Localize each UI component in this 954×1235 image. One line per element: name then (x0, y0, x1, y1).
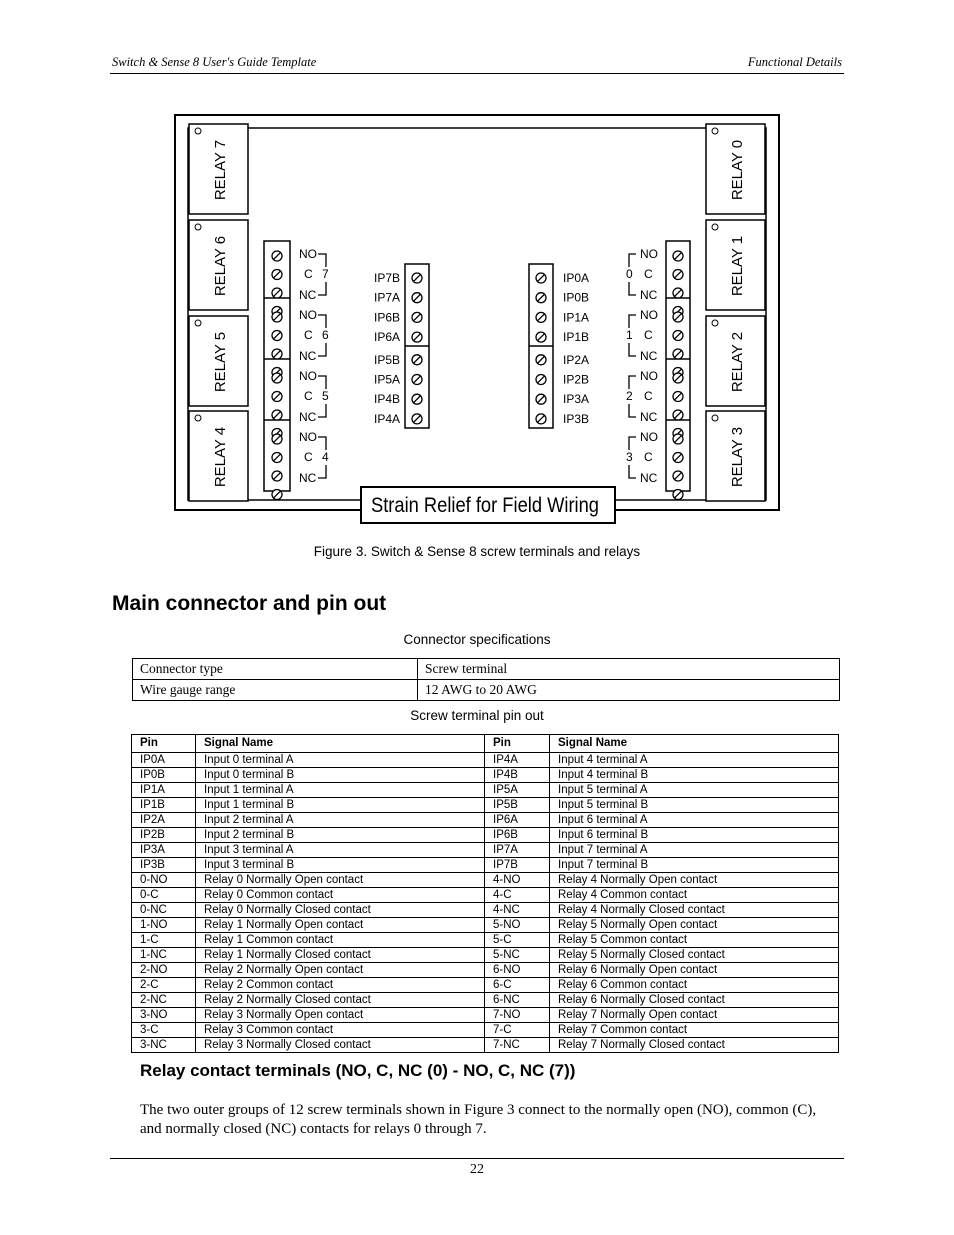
spec-key: Connector type (133, 659, 418, 680)
relay-label: RELAY 7 (212, 139, 229, 201)
pin-cell: IP1A (132, 783, 196, 798)
pin-cell: 4-NC (485, 903, 550, 918)
pin-cell: 4-NO (485, 873, 550, 888)
footer-rule (110, 1158, 844, 1159)
contact-label: NC (299, 288, 317, 302)
input-label: IP5A (374, 372, 401, 387)
pin-cell: 5-C (485, 933, 550, 948)
bracket (629, 376, 636, 389)
relay-label: RELAY 2 (729, 331, 746, 393)
signal-name-cell: Input 4 terminal A (550, 753, 839, 768)
signal-name-cell: Relay 6 Normally Open contact (550, 963, 839, 978)
table-row (132, 858, 839, 873)
contact-label: C (304, 328, 313, 342)
bracket (318, 315, 326, 328)
signal-name-cell: Relay 2 Normally Open contact (196, 963, 485, 978)
pin-cell: 5-NC (485, 948, 550, 963)
pin-cell: IP6A (485, 813, 550, 828)
signal-name-cell: Relay 0 Common contact (196, 888, 485, 903)
pin-cell: IP0B (132, 768, 196, 783)
pin-cell: 6-NO (485, 963, 550, 978)
bracket (318, 437, 326, 450)
input-label: IP1A (563, 310, 590, 325)
contact-label: C (644, 450, 653, 464)
column-header: Pin (485, 735, 550, 753)
column-header: Signal Name (196, 735, 485, 753)
signal-name-cell: Relay 4 Normally Open contact (550, 873, 839, 888)
bracket (318, 282, 326, 295)
pin-cell: IP7A (485, 843, 550, 858)
signal-name-cell: Input 3 terminal A (196, 843, 485, 858)
pin-cell: IP0A (132, 753, 196, 768)
pin-cell: 3-C (132, 1023, 196, 1038)
contact-label: NC (640, 349, 658, 363)
pin-cell: 4-C (485, 888, 550, 903)
table-row (132, 918, 839, 933)
contact-label: NO (640, 247, 658, 261)
contact-label: NO (640, 430, 658, 444)
contact-label: NO (299, 430, 317, 444)
signal-name-cell: Relay 3 Normally Open contact (196, 1008, 485, 1023)
pin-cell: IP4B (485, 768, 550, 783)
table-row (132, 813, 839, 828)
pin-cell: 7-NC (485, 1038, 550, 1053)
input-label: IP0A (563, 271, 590, 285)
table-row (132, 903, 839, 918)
signal-name-cell: Relay 5 Common contact (550, 933, 839, 948)
input-label: IP3A (563, 392, 590, 407)
signal-name-cell: Relay 4 Normally Closed contact (550, 903, 839, 918)
body-paragraph: The two outer groups of 12 screw terminals shown in Figure 3 connect to the normally open (NO), common (C), and normally closed (NC) contacts for relays 0 through 7. (140, 1102, 817, 1137)
signal-name-cell: Input 6 terminal A (550, 813, 839, 828)
table-row (132, 1038, 839, 1053)
table-header-row (132, 735, 839, 753)
table-row (132, 963, 839, 978)
contact-label: NC (640, 471, 658, 485)
pin-cell: 1-NO (132, 918, 196, 933)
relay-number: 1 (626, 328, 633, 342)
input-label: IP4A (374, 411, 401, 426)
table-row (132, 933, 839, 948)
signal-name-cell: Relay 7 Normally Open contact (550, 1008, 839, 1023)
pin-cell: 2-C (132, 978, 196, 993)
bracket (629, 465, 636, 478)
signal-name-cell: Relay 5 Normally Open contact (550, 918, 839, 933)
pin-cell: 1-C (132, 933, 196, 948)
pin-cell: IP2B (132, 828, 196, 843)
table-row (133, 659, 840, 680)
relay-pin-icon (195, 128, 201, 134)
bracket (629, 404, 636, 417)
bracket (629, 282, 636, 295)
signal-name-cell: Relay 6 Normally Closed contact (550, 993, 839, 1008)
spec-value: Screw terminal (418, 659, 840, 680)
signal-name-cell: Relay 5 Normally Closed contact (550, 948, 839, 963)
input-label: IP7B (374, 271, 401, 285)
pin-cell: IP5B (485, 798, 550, 813)
pin-cell: IP3A (132, 843, 196, 858)
relay-pin-icon (195, 224, 201, 230)
table-row (132, 768, 839, 783)
connector-spec-table (132, 658, 840, 701)
table-row (132, 948, 839, 963)
signal-name-cell: Relay 0 Normally Closed contact (196, 903, 485, 918)
column-header: Signal Name (550, 735, 839, 753)
contact-label: C (304, 389, 313, 403)
bracket (629, 254, 636, 267)
relay-pin-icon (712, 224, 718, 230)
relay-pin-icon (195, 320, 201, 326)
relay-number: 0 (626, 267, 633, 281)
input-label: IP0B (563, 290, 590, 305)
signal-name-cell: Relay 6 Common contact (550, 978, 839, 993)
bracket (629, 343, 636, 356)
signal-name-cell: Input 2 terminal A (196, 813, 485, 828)
signal-name-cell: Relay 0 Normally Open contact (196, 873, 485, 888)
bracket (318, 404, 326, 417)
input-label: IP6A (374, 330, 401, 345)
table-row (132, 873, 839, 888)
input-label: IP4B (374, 392, 401, 407)
contact-label: NC (640, 410, 658, 424)
signal-name-cell: Relay 2 Normally Closed contact (196, 993, 485, 1008)
signal-name-cell: Relay 3 Normally Closed contact (196, 1038, 485, 1053)
signal-name-cell: Input 1 terminal A (196, 783, 485, 798)
relay-number: 5 (322, 389, 329, 403)
signal-name-cell: Input 7 terminal A (550, 843, 839, 858)
pin-cell: 1-NC (132, 948, 196, 963)
table-row (132, 783, 839, 798)
pin-cell: 7-NO (485, 1008, 550, 1023)
pin-cell: IP4A (485, 753, 550, 768)
pin-cell: 3-NO (132, 1008, 196, 1023)
table-row (132, 888, 839, 903)
input-label: IP7A (374, 290, 401, 305)
pin-cell: IP7B (485, 858, 550, 873)
pin-cell: 6-NC (485, 993, 550, 1008)
input-label: IP3B (563, 411, 590, 426)
contact-label: NO (640, 308, 658, 322)
signal-name-cell: Input 0 terminal B (196, 768, 485, 783)
pin-cell: 0-NC (132, 903, 196, 918)
input-label: IP6B (374, 310, 401, 325)
relay-number: 3 (626, 450, 633, 464)
relay-label: RELAY 6 (212, 235, 229, 297)
signal-name-cell: Relay 2 Common contact (196, 978, 485, 993)
bracket (629, 437, 636, 450)
table-row (132, 1008, 839, 1023)
pin-cell: 0-NO (132, 873, 196, 888)
signal-name-cell: Relay 1 Normally Open contact (196, 918, 485, 933)
input-label: IP2A (563, 352, 590, 367)
contact-label: NC (299, 471, 317, 485)
signal-name-cell: Relay 1 Common contact (196, 933, 485, 948)
signal-name-cell: Input 2 terminal B (196, 828, 485, 843)
contact-label: C (304, 450, 313, 464)
relay-label: RELAY 5 (212, 331, 229, 393)
bracket (318, 376, 326, 389)
spec-key: Wire gauge range (133, 680, 418, 701)
pin-cell: IP3B (132, 858, 196, 873)
pin-cell: IP2A (132, 813, 196, 828)
signal-name-cell: Relay 3 Common contact (196, 1023, 485, 1038)
page-number: 22 (470, 1162, 484, 1177)
relay-pin-icon (712, 320, 718, 326)
table-row (132, 1023, 839, 1038)
table-row (132, 828, 839, 843)
pin-cell: 6-C (485, 978, 550, 993)
figure-caption: Figure 3. Switch & Sense 8 screw terminals and relays (313, 544, 641, 559)
relay-pin-icon (195, 415, 201, 421)
bracket (629, 315, 636, 328)
signal-name-cell: Relay 7 Common contact (550, 1023, 839, 1038)
pin-cell: 5-NO (485, 918, 550, 933)
bracket (318, 465, 326, 478)
relay-number: 7 (322, 267, 329, 281)
pin-cell: IP6B (485, 828, 550, 843)
spec-value: 12 AWG to 20 AWG (418, 680, 840, 701)
relay-label: RELAY 4 (212, 426, 229, 488)
contact-label: NC (640, 288, 658, 302)
bracket (318, 254, 326, 267)
contact-label: C (644, 267, 653, 281)
table-row (133, 680, 840, 701)
contact-label: NO (299, 369, 317, 383)
signal-name-cell: Relay 7 Normally Closed contact (550, 1038, 839, 1053)
signal-name-cell: Input 1 terminal B (196, 798, 485, 813)
running-header-section: Functional Details (747, 55, 842, 69)
pin-cell: 2-NC (132, 993, 196, 1008)
contact-label: C (644, 389, 653, 403)
pin-cell: 2-NO (132, 963, 196, 978)
strain-relief-label: Strain Relief for Field Wiring (371, 494, 599, 517)
terminal-diagram (174, 114, 781, 526)
signal-name-cell: Relay 4 Common contact (550, 888, 839, 903)
relay-label: RELAY 3 (729, 426, 746, 488)
signal-name-cell: Relay 1 Normally Closed contact (196, 948, 485, 963)
relay-pin-icon (712, 415, 718, 421)
section-heading: Main connector and pin out (112, 592, 387, 615)
relay-number: 6 (322, 328, 329, 342)
signal-name-cell: Input 5 terminal B (550, 798, 839, 813)
input-label: IP2B (563, 372, 590, 387)
table-row (132, 798, 839, 813)
contact-label: NC (299, 349, 317, 363)
relay-label: RELAY 1 (729, 235, 746, 297)
relay-number: 4 (322, 450, 329, 464)
running-header-title: Switch & Sense 8 User's Guide Template (112, 55, 317, 69)
contact-label: NO (299, 247, 317, 261)
input-label: IP1B (563, 330, 590, 345)
header-rule (110, 73, 844, 74)
pin-cell: 0-C (132, 888, 196, 903)
bracket (318, 343, 326, 356)
relay-pin-icon (712, 128, 718, 134)
spec-table-caption: Connector specifications (403, 632, 551, 647)
contact-label: C (644, 328, 653, 342)
table-row (132, 843, 839, 858)
pin-cell: IP5A (485, 783, 550, 798)
contact-label: NC (299, 410, 317, 424)
signal-name-cell: Input 6 terminal B (550, 828, 839, 843)
relay-number: 2 (626, 389, 633, 403)
input-label: IP5B (374, 352, 401, 367)
pin-table-caption: Screw terminal pin out (410, 708, 544, 723)
signal-name-cell: Input 7 terminal B (550, 858, 839, 873)
contact-label: NO (299, 308, 317, 322)
subsection-heading: Relay contact terminals (NO, C, NC (0) - NO, C, NC (7)) (140, 1061, 576, 1080)
column-header: Pin (132, 735, 196, 753)
table-row (132, 753, 839, 768)
pin-cell: IP1B (132, 798, 196, 813)
signal-name-cell: Input 3 terminal B (196, 858, 485, 873)
signal-name-cell: Input 4 terminal B (550, 768, 839, 783)
pin-cell: 7-C (485, 1023, 550, 1038)
table-row (132, 993, 839, 1008)
contact-label: C (304, 267, 313, 281)
table-row (132, 978, 839, 993)
signal-name-cell: Input 5 terminal A (550, 783, 839, 798)
pin-cell: 3-NC (132, 1038, 196, 1053)
signal-name-cell: Input 0 terminal A (196, 753, 485, 768)
relay-label: RELAY 0 (729, 139, 746, 201)
pinout-table (131, 734, 839, 1053)
contact-label: NO (640, 369, 658, 383)
